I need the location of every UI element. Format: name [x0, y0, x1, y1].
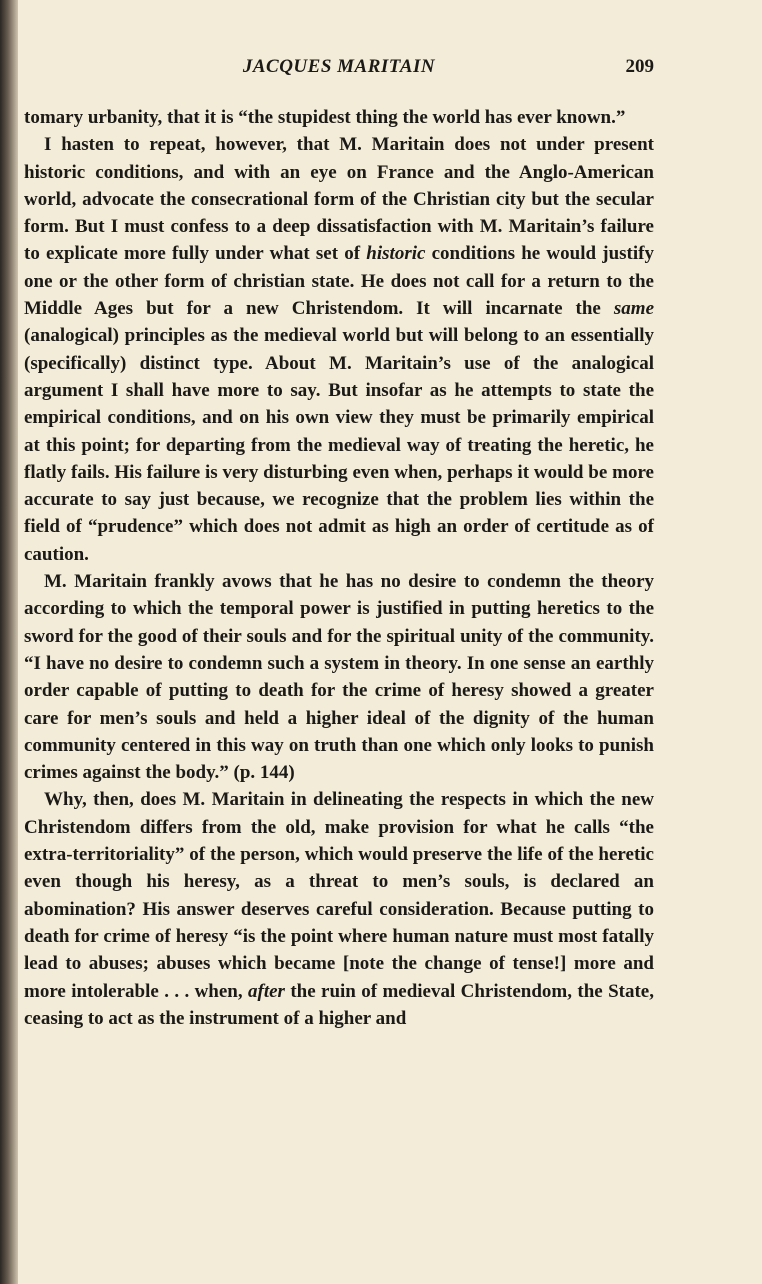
page-number: 209	[625, 56, 654, 77]
running-head	[24, 56, 654, 82]
text-run: M. Maritain frankly avows that he has no desire to condemn the theory according to which the temporal power is justified in putting heretics to the sword for the good of their souls and for the spiritual unity of the community. “I have no desire to condemn such a system in theory. In one sense an earthly order capable of putting to death for the crime of heresy showed a greater care for men’s souls and held a higher ideal of the dignity of the human community centered in this way on truth than one which only looks to punish crimes against the body.” (p. 144)	[24, 571, 654, 784]
text-run: conditions he would justify one or the other form of christian state. He does not call for a return to the Middle Ages but for a new Christendom. It will incarnate the	[24, 243, 654, 320]
italic-text: after	[248, 980, 285, 1002]
text-run: Why, then, does M. Maritain in delineating the respects in which the new Christendom differs from the old, make provision for what he calls “the extra-territoriality” of the person, which would preserve the life of the heretic even though his heresy, as a threat to men’s souls, is declared an abomination? His answer deserves careful consideration. Because putting to death for crime of heresy “is the point where human nature must most fatally lead to abuses; abuses which became [note the change of tense!] more and more intolerable . . . when,	[24, 789, 654, 1002]
text-run: tomary urbanity, that it is “the stupidest thing the world has ever known.”	[24, 107, 626, 128]
italic-text: historic	[366, 243, 426, 265]
paragraph-4	[24, 786, 654, 1032]
book-page	[24, 0, 654, 1284]
running-head-title: JACQUES MARITAIN	[242, 56, 436, 77]
text-run: I hasten to repeat, however, that M. Maritain does not under present historic conditions, and with an eye on France and the Anglo-American world, advocate the consecrational form of the Christian city but the secular form. But I must confess to a deep dissatisfaction with M. Maritain’s failure to explicate more fully under what set of	[24, 134, 654, 265]
paragraph-3	[24, 568, 654, 786]
book-gutter-shadow	[0, 0, 18, 1284]
text-run: (analogical) principles as the medieval world but will belong to an essentially (specifically) distinct type. About M. Maritain’s use of the analogical argument I shall have more to say. But insofar as he attempts to state the empirical conditions, and on his own view they must be primarily empirical at this point; for departing from the medieval way of treating the heretic, he flatly fails. His failure is very disturbing even when, perhaps it would be more accurate to say just because, we recognize that the problem lies within the field of “prudence” which does not admit as high an order of certitude as of caution.	[24, 325, 654, 565]
body-text	[24, 104, 654, 1032]
text-run: the ruin of medieval Christendom, the State, ceasing to act as the instrument of a higher and	[24, 980, 654, 1029]
paragraph-2	[24, 131, 654, 568]
italic-text: same	[613, 298, 654, 320]
paragraph-1	[24, 104, 654, 131]
